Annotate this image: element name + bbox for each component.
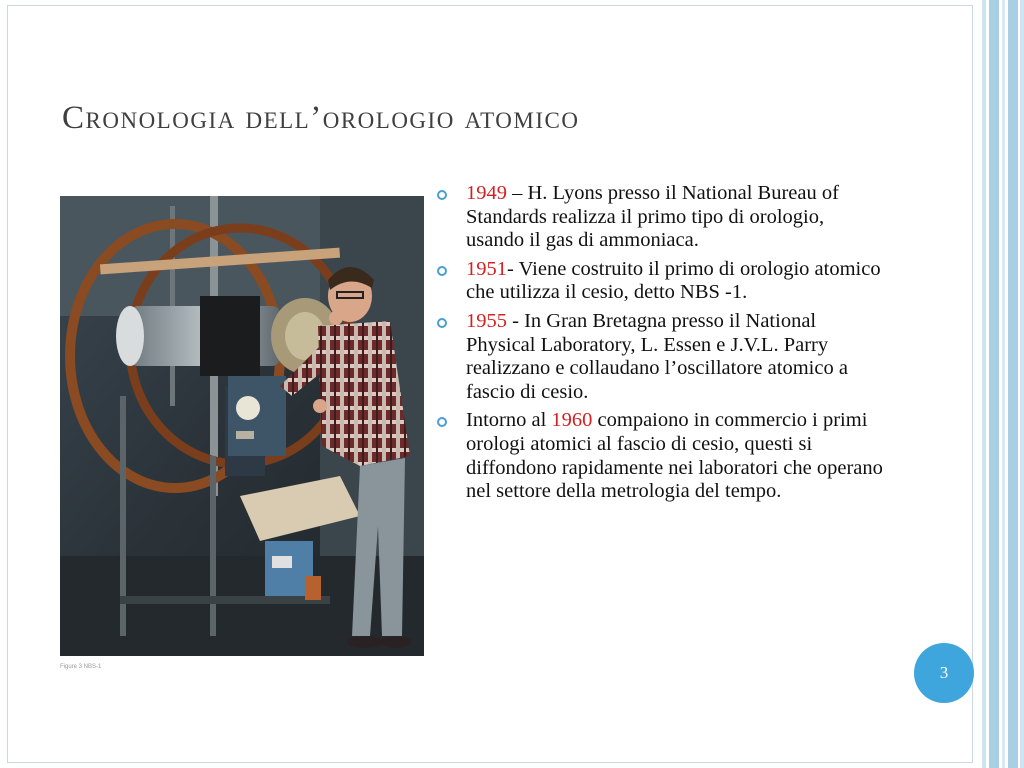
bullet-year: 1955 [466, 309, 507, 332]
bullet-list [437, 182, 887, 509]
bullet-item-1955 [437, 310, 887, 404]
bullet-ring-icon [437, 266, 447, 276]
photo-caption: Figure 3 NBS-1 [60, 664, 102, 670]
bullet-prefix: Intorno al [466, 409, 552, 432]
slide-title: Cronologia dell’orologio atomico [62, 100, 580, 136]
side-stripes [980, 0, 1024, 768]
bullet-ring-icon [437, 417, 447, 427]
bullet-item-1951 [437, 258, 887, 305]
bullet-item-1960 [437, 409, 887, 503]
bullet-text: – H. Lyons presso il National Bureau of Standards realizza il primo tipo di orologio, usando il gas di ammoniaca. [466, 182, 839, 252]
bullet-year: 1960 [551, 409, 593, 432]
bullet-ring-icon [437, 318, 447, 328]
bullet-text: compaiono in commercio i primi orologi atomici al fascio di cesio, questi si diffondono rapidamente nei laboratori che operano nel settore della metrologia del tempo. [466, 409, 883, 503]
bullet-year: 1949 [466, 182, 507, 204]
atomic-clock-photo [60, 196, 424, 656]
bullet-text: - Viene costruito il primo di orologio atomico che utilizza il cesio, detto NBS -1. [466, 257, 881, 304]
bullet-item-1949 [437, 182, 887, 253]
bullet-year: 1951 [466, 257, 507, 280]
bullet-ring-icon [437, 190, 447, 200]
bullet-text: - In Gran Bretagna presso il National Physical Laboratory, L. Essen e J.V.L. Parry realizzano e collaudano l’oscillatore atomico a fascio di cesio. [466, 309, 848, 403]
page-number-badge: 3 [914, 643, 974, 703]
